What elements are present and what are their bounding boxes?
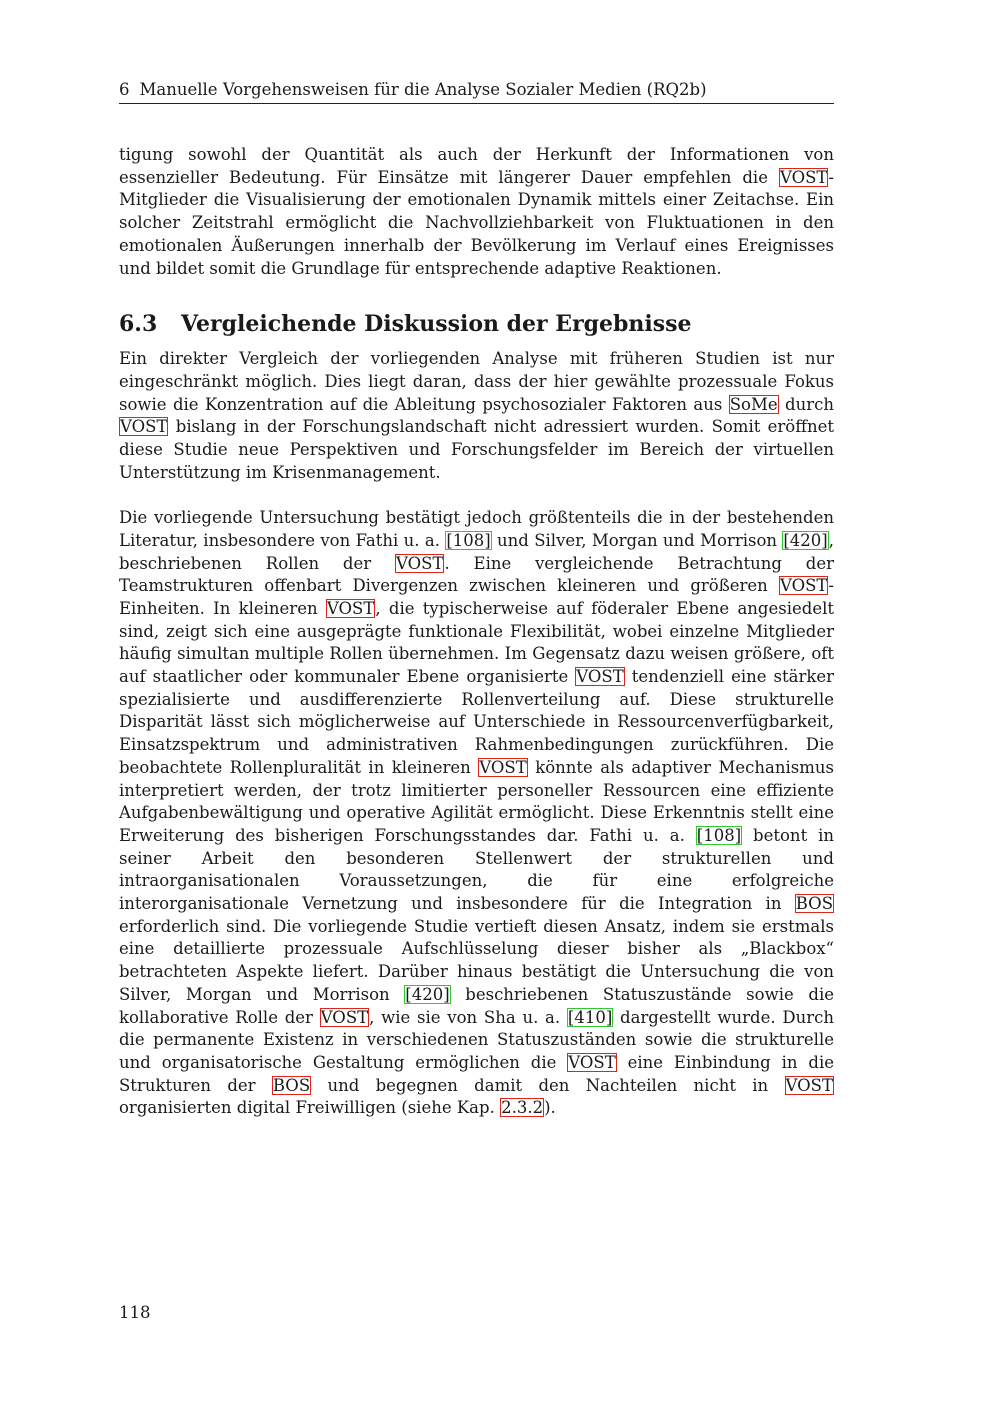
text-run: durch — [778, 394, 834, 414]
text-run: organisierten digital Freiwilligen (siehe Kap. — [119, 1098, 501, 1118]
text-run: dargestellt wurde. Durch die permanente Existenz in verschiedenen Statuszuständen sowie die strukturelle und organisatorische Gestaltung ermöglichen die — [119, 1007, 834, 1072]
text-run: bislang in der Forschungslandschaft nicht adressiert wurden. Somit eröffnet diese Studie neue Perspektiven und Forschungsfelder im Bereich der virtuellen Unterstützung im Krisenmanagement. — [119, 417, 834, 482]
section-ref-link[interactable]: 2.3.2 — [501, 1098, 544, 1118]
text-run: eine Einbindung in die Strukturen der — [119, 1053, 834, 1095]
acronym-link[interactable]: VOST — [779, 576, 828, 596]
text-run: , die typischerweise auf föderaler Ebene angesiedelt sind, zeigt sich eine ausgeprägte funktionale Flexibilität, wobei einzelne Mitglieder häufig simultan multiple Rollen übernehmen. Im Gegensatz dazu weisen größere, oft auf staatlicher oder kommunaler Ebene organisierte — [119, 598, 834, 687]
citation-link[interactable]: [108] — [696, 825, 742, 845]
text-run: und Silver, Morgan und Morrison — [491, 530, 783, 550]
acronym-link[interactable]: VOST — [326, 598, 375, 618]
citation-link[interactable]: [420] — [405, 984, 450, 1004]
acronym-link[interactable]: VOST — [785, 1075, 833, 1095]
paragraph-discussion — [119, 507, 834, 1120]
text-run: und begegnen damit den Nachteilen nicht in — [311, 1075, 785, 1095]
text-run: , beschriebenen Rollen der — [119, 530, 834, 573]
citation-link[interactable]: [420] — [783, 530, 828, 550]
text-run: betont in seiner Arbeit den besonderen Stellenwert der strukturellen und intraorganisationalen Voraussetzungen, die für eine erfolgreiche interorganisationale Vernetzung und insbesondere für die Integration in — [119, 825, 835, 914]
acronym-link[interactable]: SoMe — [729, 394, 778, 414]
section-heading — [119, 310, 834, 338]
text-run: Die vorliegende Untersuchung bestätigt jedoch größtenteils die in der bestehenden Literatur, insbesondere von Fathi u. a. — [119, 508, 834, 550]
acronym-link[interactable]: VOST — [779, 167, 828, 187]
acronym-link[interactable]: VOST — [568, 1053, 616, 1072]
text-run: tendenziell eine stärker spezialisierte und ausdifferenzierte Rollenverteilung auf. Diese strukturelle Disparität lässt sich möglicherweise auf Unterschiede in Ressourcenverfügbarkeit, Einsatzspektrum und administrativen Rahmenbedingungen zurückführen. Die beobachtete Rollenpluralität in kleineren — [119, 667, 834, 777]
section-number: 6.3 — [119, 311, 158, 338]
acronym-link[interactable]: VOST — [120, 417, 168, 437]
text-run: -Mitglieder die Visualisierung der emotionalen Dynamik mittels einer Zeitachse. Ein solcher Zeitstrahl ermöglicht die Nachvollziehbarkeit von Fluktuationen in den emotionalen Äußerungen innerhalb der Bevölkerung im Verlauf eines Ereignisses und bildet somit die Grundlage für entsprechende adaptive Reaktionen. — [119, 167, 834, 278]
text-run: ). — [544, 1098, 556, 1118]
acronym-link[interactable]: VOST — [479, 757, 527, 777]
text-run: -Einheiten. In kleineren — [119, 576, 834, 618]
section-title: Vergleichende Diskussion der Ergebnisse — [181, 311, 692, 338]
citation-link[interactable]: [108] — [446, 530, 491, 550]
acronym-link[interactable]: VOST — [320, 1007, 369, 1027]
text-run: tigung sowohl der Quantität als auch der Herkunft der Informationen von essenzieller Bedeutung. Für Einsätze mit längerer Dauer empfehlen die — [119, 145, 834, 187]
acronym-link[interactable]: BOS — [272, 1075, 311, 1095]
chapter-number: 6 — [119, 80, 130, 99]
acronym-link[interactable]: BOS — [795, 894, 833, 914]
paragraph-intro — [119, 144, 834, 280]
paragraph-comparison — [119, 348, 834, 484]
text-run: könnte als adaptiver Mechanismus interpretiert werden, der trotz limitierter personeller Ressourcen eine effiziente Aufgabenbewältigung und operative Agilität ermöglicht. Diese Erkenntnis stellt eine Erweiterung des bisherigen Forschungsstandes dar. Fathi u. a. — [119, 757, 834, 845]
acronym-link[interactable]: VOST — [395, 553, 444, 573]
text-run: . Eine vergleichende Betrachtung der Teamstrukturen offenbart Divergenzen zwischen kleineren und größeren — [119, 553, 834, 596]
running-header — [119, 80, 834, 104]
page-body — [119, 144, 834, 1120]
text-run: beschriebenen Statuszustände sowie die kollaborative Rolle der — [119, 984, 834, 1027]
chapter-title: Manuelle Vorgehensweisen für die Analyse Sozialer Medien (RQ2b) — [139, 80, 707, 99]
acronym-link[interactable]: VOST — [576, 667, 624, 687]
text-run: erforderlich sind. Die vorliegende Studie vertieft diesen Ansatz, indem sie erstmals eine detaillierte prozessuale Aufschlüsselung dieser bisher als „Blackbox“ betrachteten Aspekte liefert. Darüber hinaus bestätigt die Untersuchung die von Silver, Morgan und Morrison — [119, 916, 834, 1004]
citation-link[interactable]: [410] — [567, 1007, 613, 1027]
text-run: , wie sie von Sha u. a. — [369, 1007, 567, 1027]
page-number: 118 — [119, 1303, 151, 1322]
text-run: Ein direkter Vergleich der vorliegenden Analyse mit früheren Studien ist nur eingeschränkt möglich. Dies liegt daran, dass der hier gewählte prozessuale Fokus sowie die Konzentration auf die Ableitung psychosozialer Faktoren aus — [119, 349, 834, 414]
